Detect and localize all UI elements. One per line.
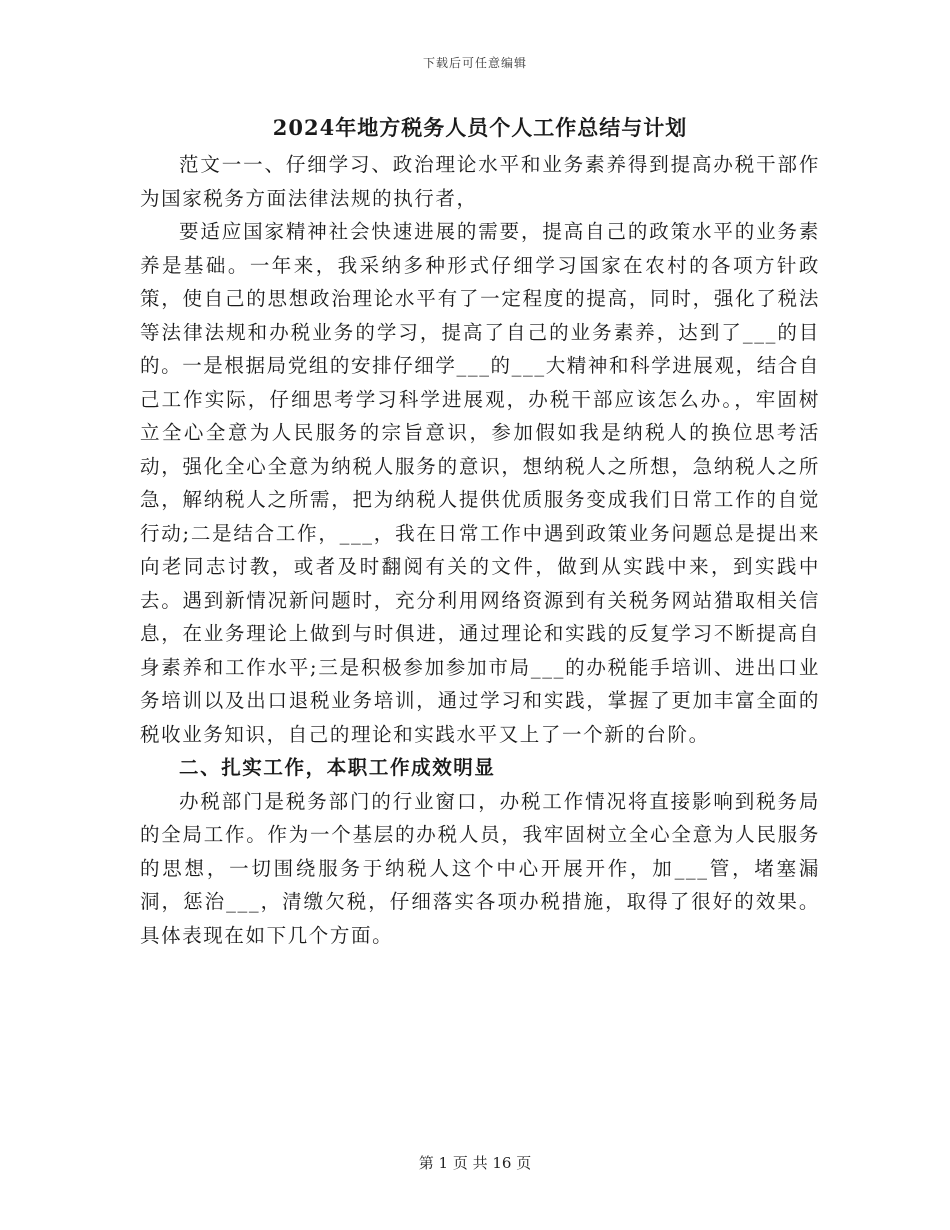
header-note: 下载后可任意编辑 [422,56,527,70]
body-paragraph: 办税部门是税务部门的行业窗口，办税工作情况将直接影响到税务局的全局工作。作为一个基层的办税人员，我牢固树立全心全意为人民服务的思想，一切围绕服务于纳税人这个中心开展开作，加___管，堵塞漏洞，惩治___，清缴欠税，仔细落实各项办税措施，取得了很好的效果。具体表现在如下几个方面。 [140,789,820,947]
document-title: 2024年地方税务人员个人工作总结与计划 [272,115,688,140]
body-paragraph: 范文一一、仔细学习、政治理论水平和业务素养得到提高办税干部作为国家税务方面法律法规的执行者， [140,153,820,210]
page-number: 第 1 页 共 16 页 [418,1154,532,1172]
section-heading: 二、扎实工作，本职工作成效明显 [179,756,496,779]
body-paragraph: 要适应国家精神社会快速进展的需要，提高自己的政策水平的业务素养是基础。一年来，我采纳多种形式仔细学习国家在农村的各项方针政策，使自己的思想政治理论水平有了一定程度的提高，同时，强化了税法等法律法规和办税业务的学习，提高了自己的业务素养，达到了___的目的。一是根据局党组的安排仔细学___的___大精神和科学进展观，结合自己工作实际，仔细思考学习科学进展观，办税干部应该怎么办。，牢固树立全心全意为人民服务的宗旨意识，参加假如我是纳税人的换位思考活动，强化全心全意为纳税人服务的意识，想纳税人之所想，急纳税人之所急，解纳税人之所需，把为纳税人提供优质服务变成我们日常工作的自觉行动;二是结合工作，___，我在日常工作中遇到政策业务问题总是提出来向老同志讨教，或者及时翻阅有关的文件，做到从实践中来，到实践中去。遇到新情况新问题时，充分利用网络资源到有关税务网站猎取相关信息，在业务理论上做到与时俱进，通过理论和实践的反复学习不断提高自身素养和工作水平;三是积极参加参加市局___的办税能手培训、进出口业务培训以及出口退税业务培训，通过学习和实践，掌握了更加丰富全面的税收业务知识，自己的理论和实践水平又上了一个新的台阶。 [140,220,821,746]
document-body [140,148,820,952]
